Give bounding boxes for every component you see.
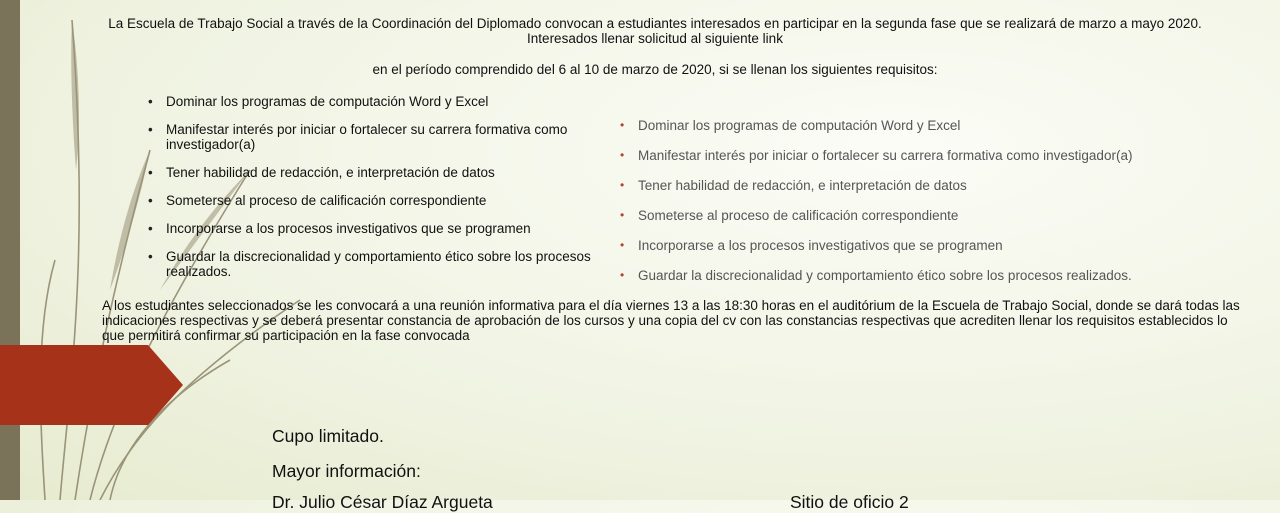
list-item: • Dominar los programas de computación Word y Excel <box>620 118 1240 148</box>
list-item: • Incorporarse a los procesos investigativos que se programen <box>620 238 1240 268</box>
list-item: • Someterse al proceso de calificación correspondiente <box>148 193 608 208</box>
requirements-list-left <box>148 94 608 292</box>
list-item: • Manifestar interés por iniciar o fortalecer su carrera formativa como investigador(a) <box>620 148 1240 178</box>
requirements-list-right <box>620 118 1240 298</box>
list-item: • Manifestar interés por iniciar o fortalecer su carrera formativa como investigador(a) <box>148 122 608 152</box>
list-item: • Tener habilidad de redacción, e interpretación de datos <box>620 178 1240 208</box>
period-paragraph: en el período comprendido del 6 al 10 de marzo de 2020, si se llenan los siguientes requisitos: <box>372 62 938 77</box>
contact-right-text: Sitio de oficio 2 <box>790 492 909 512</box>
closing-paragraph: A los estudiantes seleccionados se les convocará a una reunión informativa para el día viernes 13 a las 18:30 horas en el auditórium de la Escuela de Trabajo Social, donde se dará todas las indicaciones respectivas y se deberá presentar constancia de aprobación de los cursos y una copia del cv con las constancias respectivas que acrediten llenar los requisitos establecidos lo que permitirá confirmar su participación en la fase convocada <box>102 298 1240 343</box>
mayor-informacion-text: Mayor información: <box>272 461 421 481</box>
list-item: • Someterse al proceso de calificación correspondiente <box>620 208 1240 238</box>
list-item: • Dominar los programas de computación Word y Excel <box>148 94 608 109</box>
intro-paragraph: La Escuela de Trabajo Social a través de la Coordinación del Diplomado convocan a estudiantes interesados en participar en la segunda fase que se realizará de marzo a mayo 2020. Interesados llenar solicitud al siguiente link <box>108 16 1202 46</box>
list-item: • Tener habilidad de redacción, e interpretación de datos <box>148 165 608 180</box>
cupo-limitado-text: Cupo limitado. <box>272 426 384 446</box>
list-item: • Guardar la discrecionalidad y comportamiento ético sobre los procesos realizados. <box>148 249 608 279</box>
list-item: • Guardar la discrecionalidad y comportamiento ético sobre los procesos realizados. <box>620 268 1240 298</box>
arrow-tab-accent <box>0 345 183 425</box>
contact-left-text: Dr. Julio César Díaz Argueta <box>272 492 493 512</box>
list-item: • Incorporarse a los procesos investigativos que se programen <box>148 221 608 236</box>
